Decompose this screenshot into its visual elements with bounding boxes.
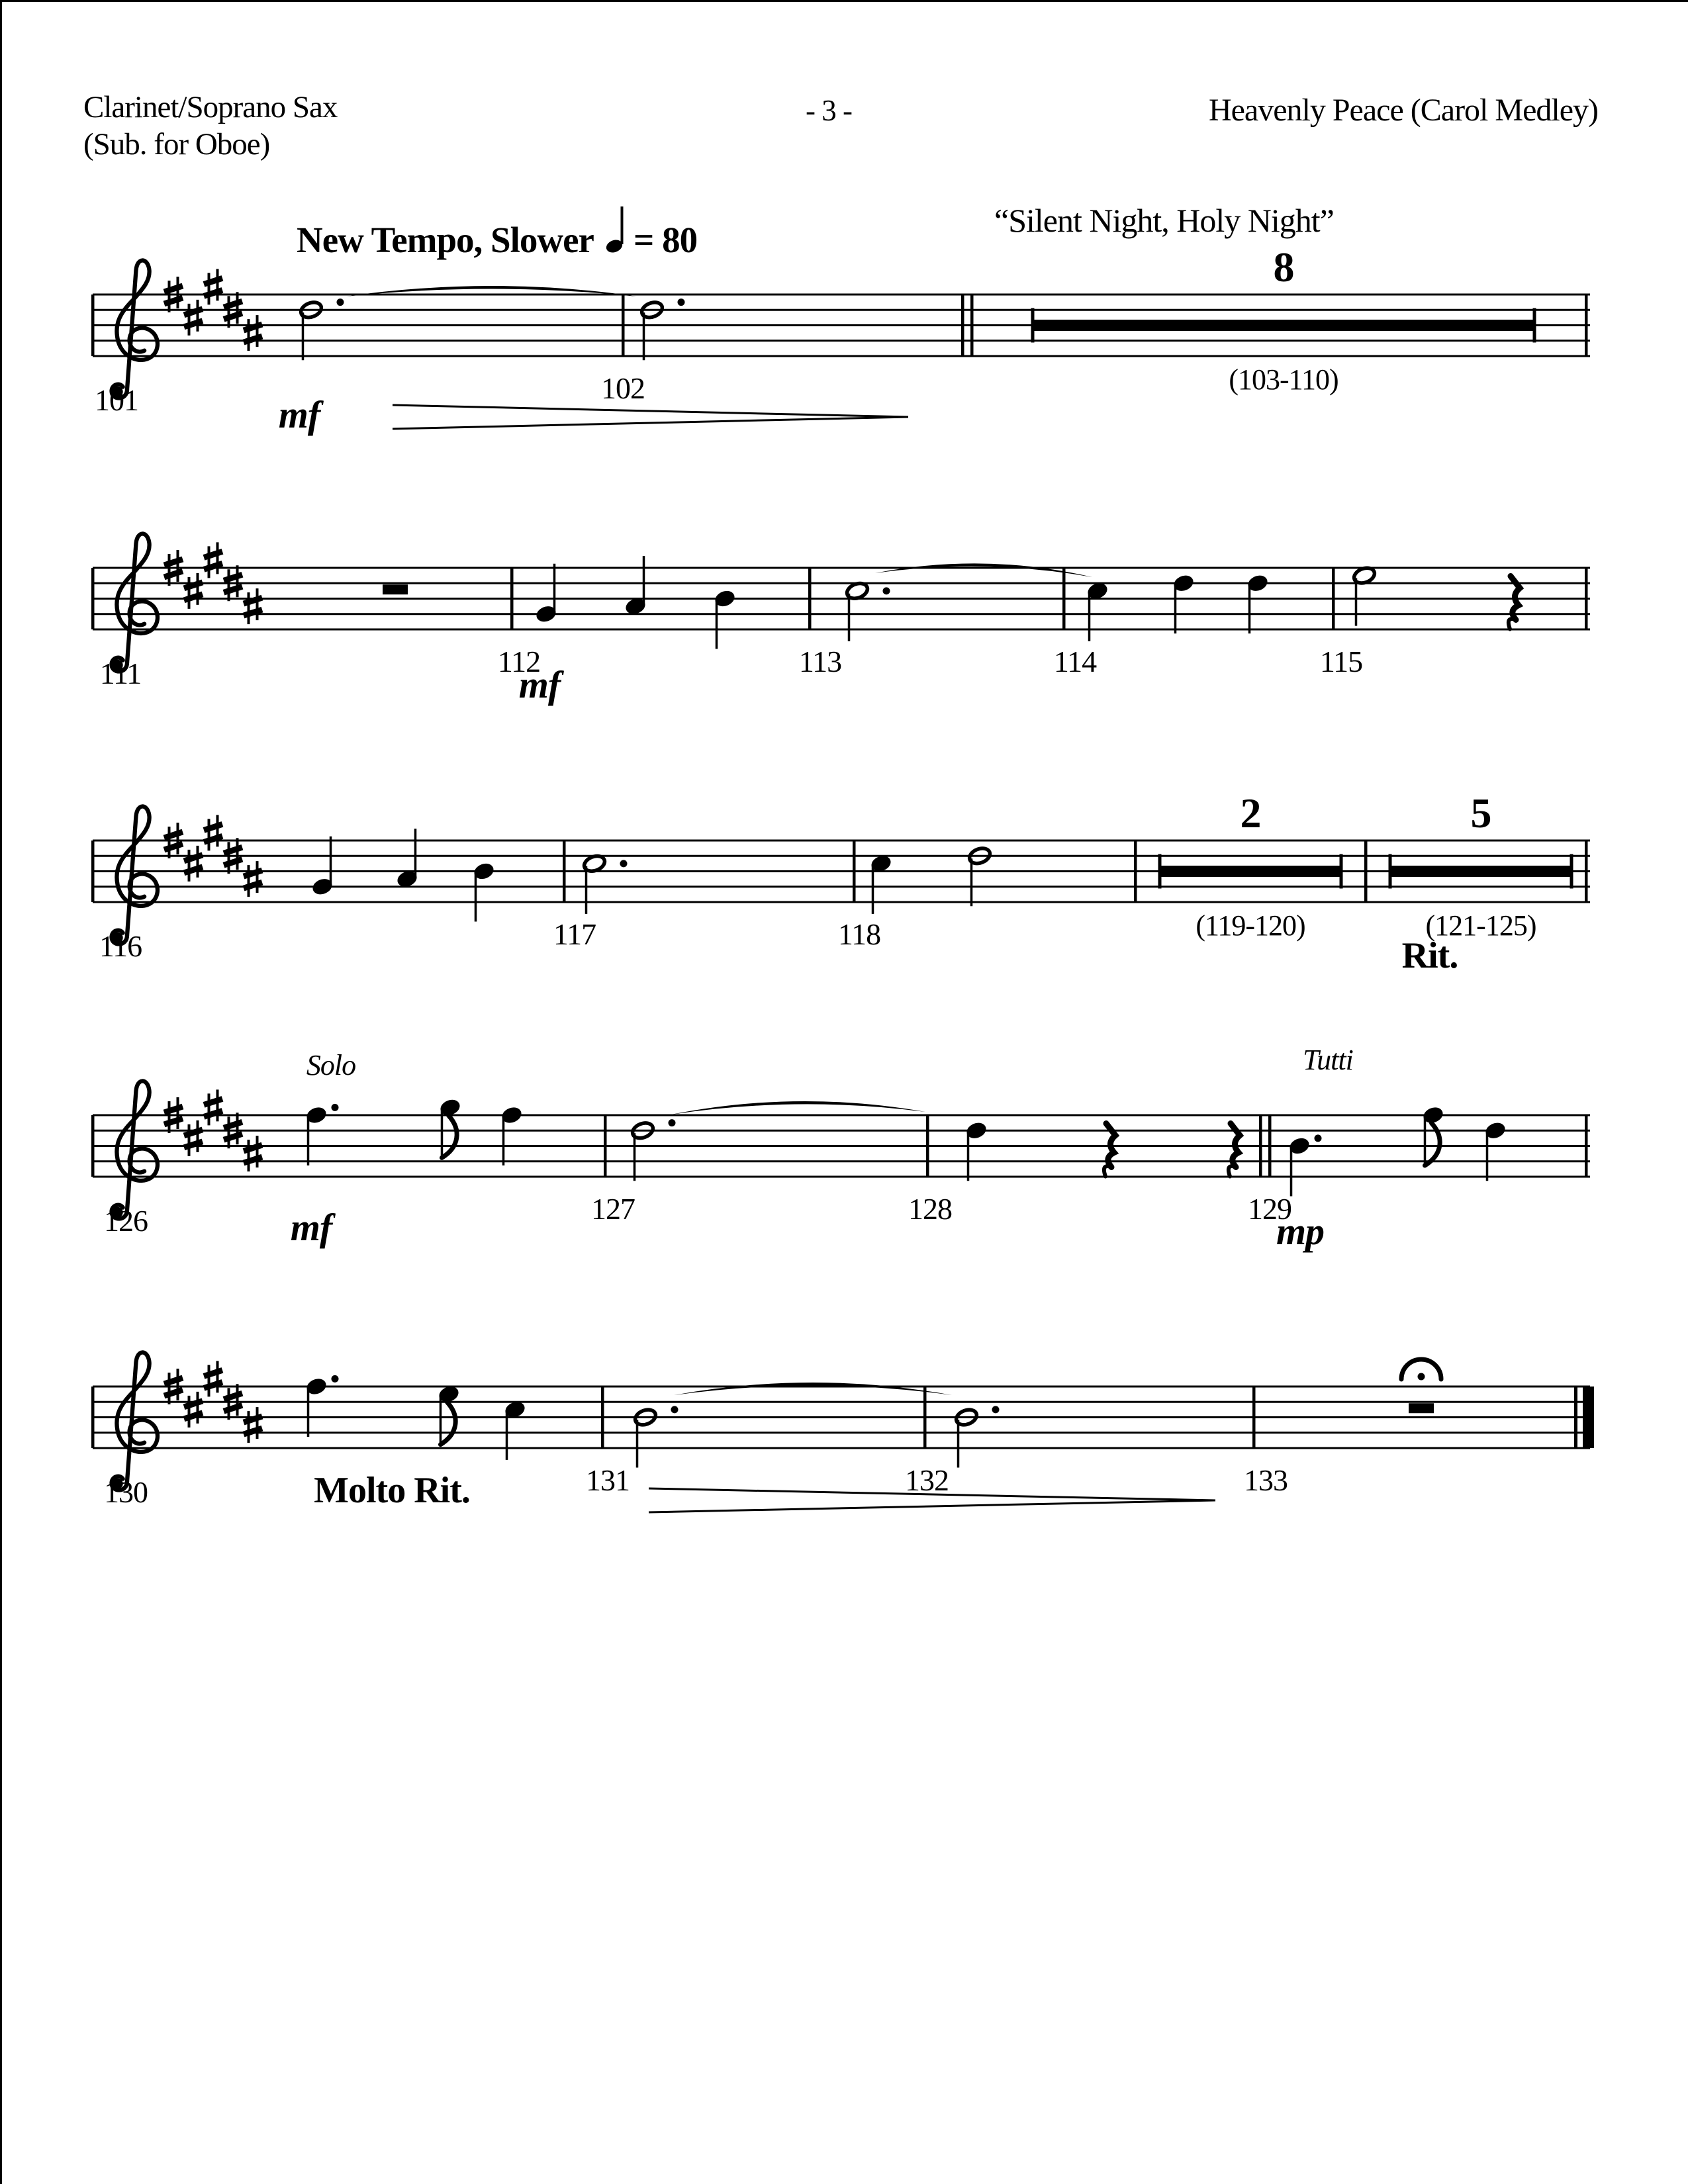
measure-number: 114 bbox=[1053, 645, 1097, 678]
augmentation-dot bbox=[332, 1104, 339, 1111]
multirest-range: (119-120) bbox=[1196, 909, 1305, 942]
hairpin-line bbox=[393, 417, 908, 429]
measure-number: 112 bbox=[497, 645, 541, 678]
barline bbox=[601, 1387, 604, 1448]
sharp-icon bbox=[204, 1361, 222, 1396]
multirest-bar bbox=[1033, 320, 1534, 331]
sharp-icon bbox=[184, 846, 203, 882]
multirest-cap bbox=[1533, 308, 1536, 343]
treble-clef-icon bbox=[112, 260, 158, 398]
barline bbox=[923, 1387, 927, 1448]
sharp-icon bbox=[244, 588, 262, 624]
barline-final-thick bbox=[1583, 1387, 1594, 1448]
measure-number: 116 bbox=[99, 929, 142, 963]
sharp-icon bbox=[184, 1392, 203, 1428]
augmentation-dot bbox=[671, 1406, 679, 1413]
barline bbox=[1585, 841, 1588, 902]
barline bbox=[604, 1115, 607, 1177]
multirest-cap bbox=[1389, 854, 1392, 889]
tempo-bpm: = 80 bbox=[633, 220, 698, 261]
measure-number: 102 bbox=[601, 371, 645, 405]
tie-slur bbox=[875, 563, 1092, 577]
direction-italic: Solo bbox=[306, 1049, 356, 1081]
barline bbox=[1252, 1387, 1256, 1448]
sharp-icon bbox=[204, 542, 222, 578]
sharp-icon bbox=[204, 815, 222, 850]
barline-double bbox=[1259, 1115, 1262, 1177]
eighth-flag bbox=[1425, 1123, 1440, 1165]
barline bbox=[510, 568, 514, 629]
measure-number: 115 bbox=[1319, 645, 1363, 678]
barline bbox=[1585, 568, 1588, 629]
measure-number: 129 bbox=[1248, 1192, 1291, 1226]
barline bbox=[91, 295, 95, 356]
measure-number: 126 bbox=[104, 1204, 148, 1238]
multirest-cap bbox=[1031, 308, 1035, 343]
whole-rest bbox=[1409, 1403, 1434, 1413]
sharp-icon bbox=[184, 300, 203, 336]
dynamic-marking: mf bbox=[518, 663, 561, 706]
measure-number: 117 bbox=[553, 917, 596, 951]
direction-bold: Molto Rit. bbox=[314, 1470, 470, 1511]
barline bbox=[1134, 841, 1137, 902]
measure-number: 113 bbox=[798, 645, 842, 678]
tempo-text: New Tempo, Slower bbox=[297, 220, 594, 261]
augmentation-dot bbox=[1315, 1134, 1322, 1142]
multirest-count: 5 bbox=[1470, 790, 1491, 837]
sharp-icon bbox=[184, 1120, 203, 1156]
measure-number: 111 bbox=[99, 657, 142, 690]
sharp-icon bbox=[244, 1136, 262, 1171]
barline bbox=[853, 841, 856, 902]
eighth-flag bbox=[442, 1115, 457, 1158]
barline bbox=[1062, 568, 1066, 629]
barline bbox=[1332, 568, 1335, 629]
staff-system bbox=[91, 542, 1590, 649]
measure-number: 127 bbox=[591, 1192, 635, 1226]
augmentation-dot bbox=[620, 860, 628, 867]
treble-clef-icon bbox=[112, 1352, 158, 1490]
sharp-icon bbox=[184, 573, 203, 609]
dynamic-marking: mp bbox=[1276, 1210, 1325, 1253]
direction-italic: Tutti bbox=[1303, 1044, 1353, 1076]
measure-number: 128 bbox=[908, 1192, 952, 1226]
barline bbox=[91, 1387, 95, 1448]
barline-final-thin bbox=[1574, 1387, 1577, 1448]
barline bbox=[91, 568, 95, 629]
sharp-icon bbox=[244, 1407, 262, 1443]
augmentation-dot bbox=[337, 298, 344, 306]
measure-number: 130 bbox=[104, 1475, 148, 1509]
augmentation-dot bbox=[883, 587, 890, 594]
barline bbox=[1585, 1115, 1588, 1177]
eighth-flag bbox=[441, 1402, 456, 1445]
multirest-count: 8 bbox=[1273, 244, 1294, 291]
augmentation-dot bbox=[678, 298, 685, 306]
dynamic-marking: mf bbox=[290, 1206, 332, 1249]
measure-number: 118 bbox=[837, 917, 881, 951]
dynamic-marking: mf bbox=[278, 393, 320, 436]
barline bbox=[808, 568, 812, 629]
barline bbox=[563, 841, 566, 902]
measure-number: 101 bbox=[95, 383, 138, 417]
sharp-icon bbox=[204, 1089, 222, 1125]
whole-rest bbox=[383, 584, 408, 594]
barline bbox=[91, 1115, 95, 1177]
song-section-quote: “Silent Night, Holy Night” bbox=[994, 202, 1334, 239]
measure-number: 132 bbox=[905, 1463, 949, 1497]
staff-system bbox=[91, 1089, 1590, 1196]
multirest-bar bbox=[1160, 866, 1341, 877]
sharp-icon bbox=[244, 861, 262, 897]
sharp-icon bbox=[244, 315, 262, 351]
multirest-range: (121-125) bbox=[1425, 909, 1536, 942]
multirest-range: (103-110) bbox=[1229, 363, 1338, 396]
tie-slur bbox=[671, 1101, 925, 1115]
fermata-dot bbox=[1418, 1373, 1425, 1381]
multirest-cap bbox=[1570, 854, 1573, 889]
barline bbox=[926, 1115, 929, 1177]
part-subtitle: (Sub. for Oboe) bbox=[83, 127, 270, 161]
piece-title: Heavenly Peace (Carol Medley) bbox=[1208, 93, 1598, 128]
barline-double bbox=[970, 295, 974, 356]
treble-clef-icon bbox=[112, 533, 158, 671]
augmentation-dot bbox=[992, 1406, 1000, 1413]
augmentation-dot bbox=[669, 1119, 676, 1126]
measure-number: 131 bbox=[586, 1463, 630, 1497]
hairpin-line bbox=[393, 405, 908, 417]
part-name: Clarinet/Soprano Sax bbox=[83, 90, 338, 124]
multirest-cap bbox=[1340, 854, 1343, 889]
measure-number: 133 bbox=[1244, 1463, 1288, 1497]
barline bbox=[622, 295, 625, 356]
sharp-icon bbox=[204, 269, 222, 304]
augmentation-dot bbox=[332, 1375, 339, 1383]
tie-slur bbox=[674, 1383, 952, 1395]
barline bbox=[1585, 295, 1588, 356]
multirest-count: 2 bbox=[1240, 790, 1261, 837]
hairpin-line bbox=[649, 1500, 1215, 1512]
barline bbox=[91, 841, 95, 902]
barline-double bbox=[1268, 1115, 1272, 1177]
page-number: - 3 - bbox=[806, 94, 852, 127]
barline-double bbox=[961, 295, 964, 356]
multirest-bar bbox=[1390, 866, 1571, 877]
treble-clef-icon bbox=[112, 806, 158, 944]
multirest-cap bbox=[1158, 854, 1162, 889]
treble-clef-icon bbox=[112, 1081, 158, 1218]
staff-system bbox=[91, 815, 1590, 921]
direction-bold: Rit. bbox=[1401, 935, 1458, 976]
barline bbox=[1364, 841, 1368, 902]
